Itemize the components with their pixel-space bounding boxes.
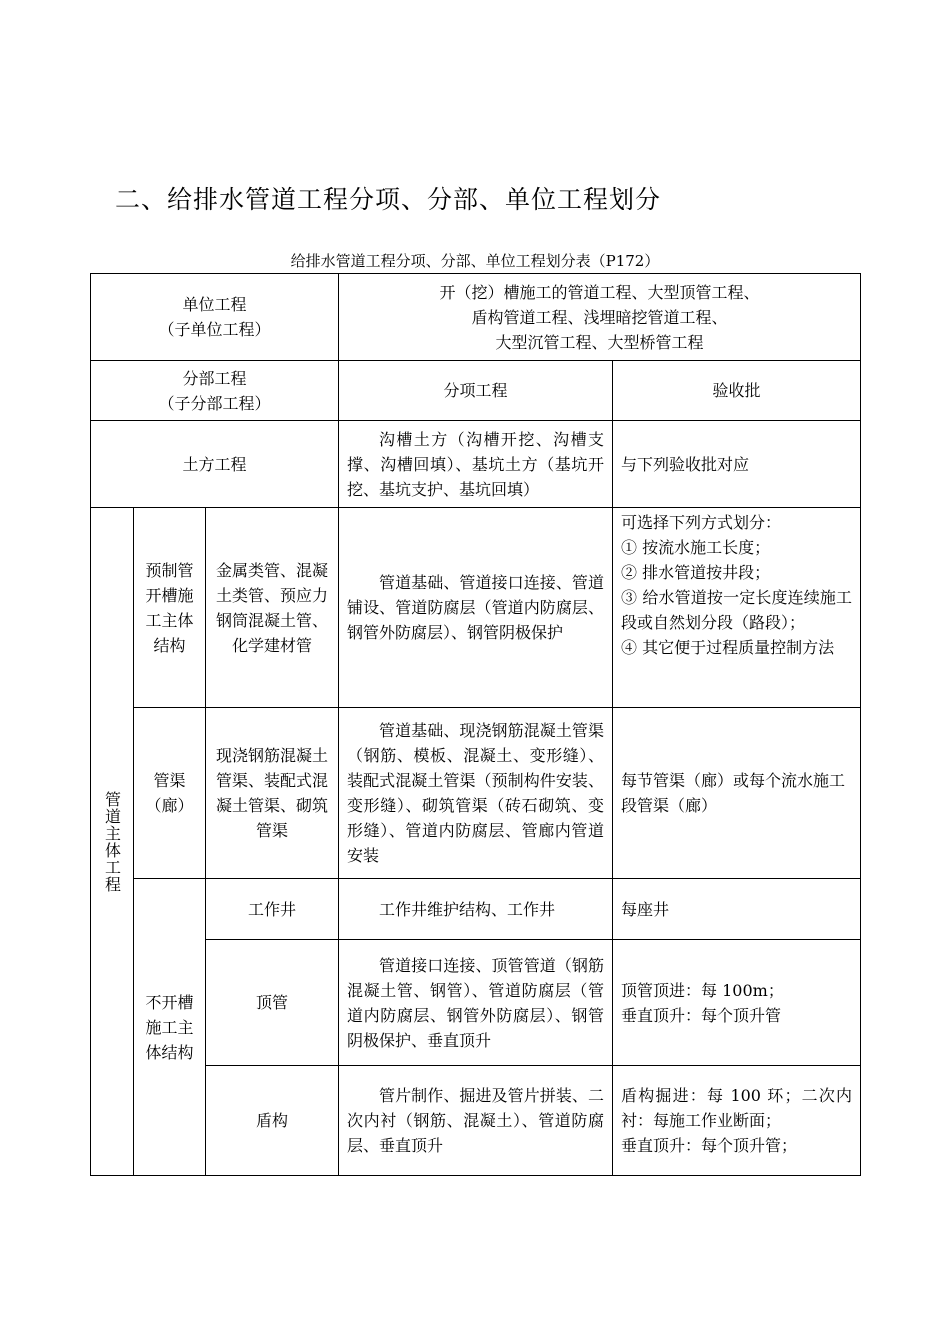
table-row (91, 361, 861, 421)
unit-project-label: 单位工程 （子单位工程） (91, 274, 339, 361)
channel-batch: 每节管渠（廊）或每个流水施工段管渠（廊） (613, 708, 861, 879)
item-header: 分项工程 (339, 361, 613, 421)
unit-project-value: 开（挖）槽施工的管道工程、大型顶管工程、 盾构管道工程、浅埋暗挖管道工程、 大型沉管工程、大型桥管工程 (339, 274, 861, 361)
precast-label: 预制管开槽施工主体结构 (134, 508, 206, 708)
main-body-label: 管道主体工程 (91, 508, 134, 1176)
table-row (91, 940, 861, 1066)
channel-items: 管道基础、现浇钢筋混凝土管渠（钢筋、模板、混凝土、变形缝）、装配式混凝土管渠（预制构件安装、变形缝）、砌筑管渠（砖石砌筑、变形缝）、管道内防腐层、管廊内管道安装 (339, 708, 613, 879)
trenchless-type: 盾构 (206, 1066, 339, 1176)
division-label: 分部工程 （子分部工程） (91, 361, 339, 421)
table-row (91, 879, 861, 940)
earthwork-batch: 与下列验收批对应 (613, 421, 861, 508)
trenchless-items: 管片制作、掘进及管片拼装、二次内衬（钢筋、混凝土）、管道防腐层、垂直顶升 (339, 1066, 613, 1176)
batch-header: 验收批 (613, 361, 861, 421)
precast-materials: 金属类管、混凝土类管、预应力钢筒混凝土管、化学建材管 (206, 508, 339, 708)
table-row (91, 508, 861, 708)
precast-batch: 可选择下列方式划分： ① 按流水施工长度； ② 排水管道按井段； ③ 给水管道按一定长度连续施工段或自然划分段（路段）； ④ 其它便于过程质量控制方法 (613, 508, 861, 708)
trenchless-batch: 每座井 (613, 879, 861, 940)
trenchless-items: 工作井维护结构、工作井 (339, 879, 613, 940)
table-row (91, 708, 861, 879)
earthwork-items: 沟槽土方（沟槽开挖、沟槽支撑、沟槽回填）、基坑土方（基坑开挖、基坑支护、基坑回填） (339, 421, 613, 508)
trenchless-label: 不开槽施工主体结构 (134, 879, 206, 1176)
channel-materials: 现浇钢筋混凝土管渠、装配式混凝土管渠、砌筑管渠 (206, 708, 339, 879)
trenchless-batch: 盾构掘进：每 100 环；二次内衬：每施工作业断面； 垂直顶升：每个顶升管； (613, 1066, 861, 1176)
trenchless-items: 管道接口连接、顶管管道（钢筋混凝土管、钢管）、管道防腐层（管道内防腐层、钢管外防腐层）、钢管阴极保护、垂直顶升 (339, 940, 613, 1066)
table-row (91, 274, 861, 361)
trenchless-type: 工作井 (206, 879, 339, 940)
table-row (91, 1066, 861, 1176)
table-row (91, 421, 861, 508)
division-table (90, 273, 861, 1176)
section-heading: 二、给排水管道工程分项、分部、单位工程划分 (115, 185, 662, 214)
channel-label: 管渠 （廊） (134, 708, 206, 879)
earthwork-name: 土方工程 (91, 421, 339, 508)
trenchless-batch: 顶管顶进：每 100m； 垂直顶升：每个顶升管 (613, 940, 861, 1066)
table-caption: 给排水管道工程分项、分部、单位工程划分表（P172） (290, 252, 660, 270)
precast-items: 管道基础、管道接口连接、管道铺设、管道防腐层（管道内防腐层、钢管外防腐层）、钢管阴极保护 (339, 508, 613, 708)
trenchless-type: 顶管 (206, 940, 339, 1066)
